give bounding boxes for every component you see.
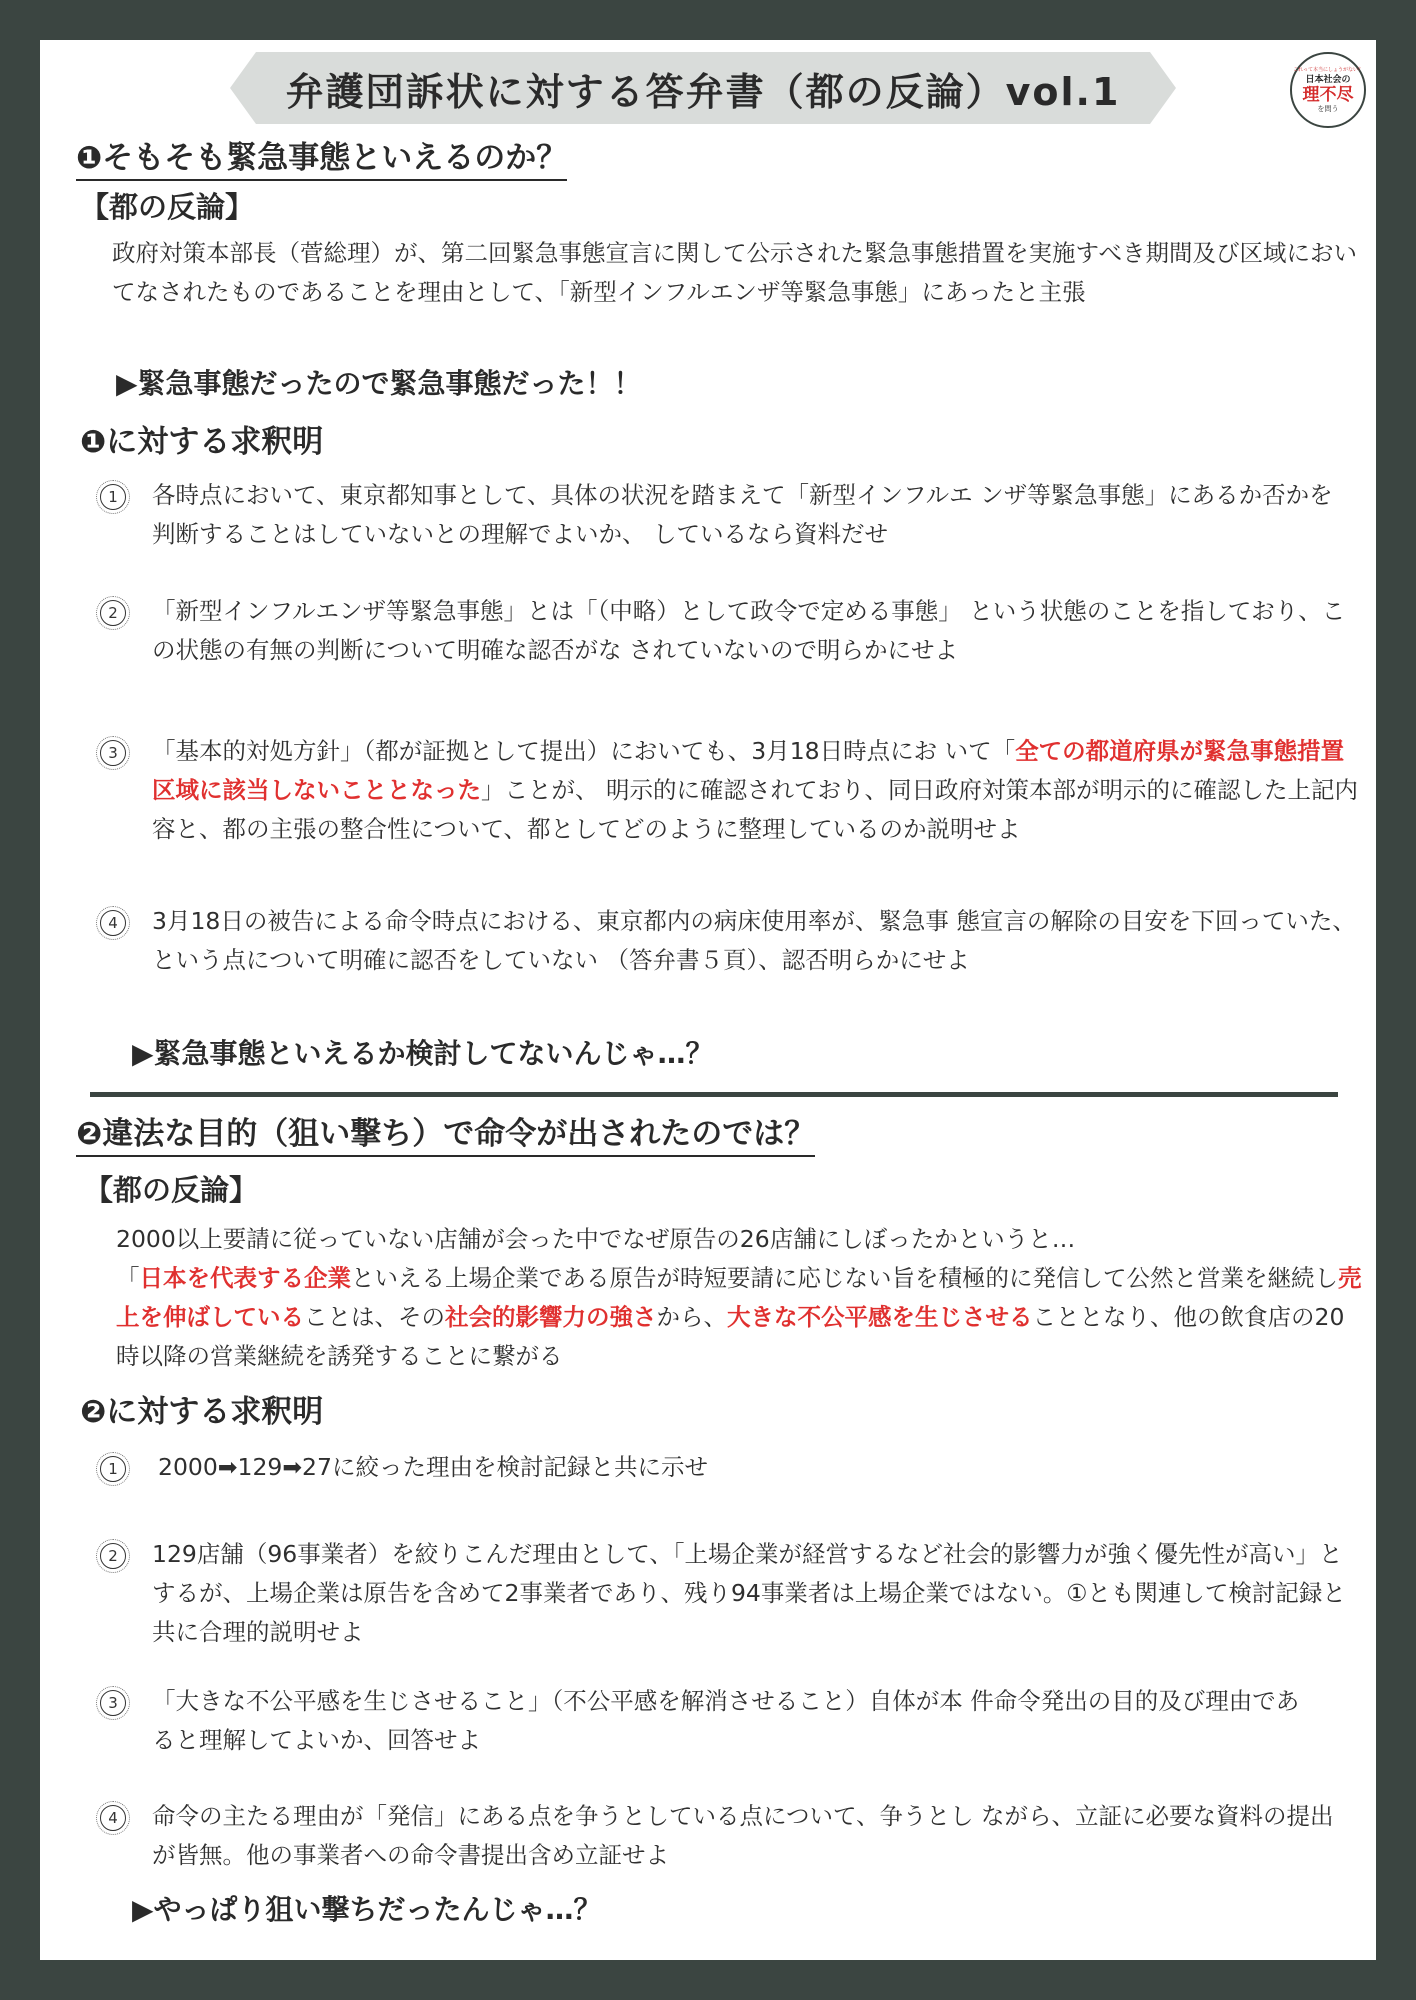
rebuttal-text-part: から、 <box>656 1303 727 1331</box>
page-title: 弁護団訴状に対する答弁書（都の反論）vol.1 <box>285 69 1121 114</box>
highlight-text: 日本を代表する企業 <box>139 1264 351 1292</box>
section2-rebuttal-label: 【都の反論】 <box>84 1173 259 1207</box>
section2-item-1: 2000➡129➡27に絞った理由を検討記録と共に示せ <box>158 1453 708 1481</box>
section2-item-4: 命令の主たる理由が「発信」にある点を争うとしている点について、争うとし ながら、立証に必要な資料の提出が皆無。他の事業者への命令書提出含め立証せよ <box>152 1802 1334 1869</box>
section1-item-1: 各時点において、東京都知事として、具体の状況を踏まえて「新型インフルエ ンザ等緊急事態」にあるか否かを判断することはしていないとの理解でよいか、 しているなら資料だせ <box>152 481 1333 548</box>
item-3-text-pre: 「基本的対処方針」（都が証拠として提出）においても、3月18日時点にお いて「 <box>152 737 1016 765</box>
section1-demand-heading: ❶に対する求釈明 <box>80 424 324 460</box>
section2-rebuttal-text <box>116 1259 1366 1376</box>
item-3-highlight: 全ての都道府県が緊急事態措置区域に該当しないこととなった <box>152 737 1345 804</box>
section2-demand-heading: ❷に対する求釈明 <box>80 1394 324 1430</box>
highlight-text: 大きな不公平感を生じさせる <box>727 1303 1033 1331</box>
item-number-badge: 2 <box>100 1543 126 1569</box>
rebuttal-text-part: こととなり、他の飲食店の20時以降の営業継続を誘発することに繋がる <box>116 1303 1345 1370</box>
section1-item-4: 3月18日の被告による命令時点における、東京都内の病床使用率が、緊急事 態宣言の解除の目安を下回っていた、という点について明確に認否をしていない （答弁書５頁）、認否明らかにせよ <box>152 907 1356 974</box>
section2-heading: ❷違法な目的（狙い撃ち）で命令が出されたのでは？ <box>76 1108 815 1157</box>
section-divider <box>90 1092 1338 1097</box>
logo-mid-text: 日本社会の <box>1305 75 1351 85</box>
section2-callout2: ▶やっぱり狙い撃ちだったんじゃ…？ <box>132 1893 602 1926</box>
item-number-badge: 2 <box>100 600 126 626</box>
section1-rebuttal-text: 政府対策本部長（菅総理）が、第二回緊急事態宣言に関して公示された緊急事態措置を実施すべき期間及び区域においてなされたものであることを理由として、「新型インフルエンザ等緊急事態」にあったと主張 <box>112 239 1358 306</box>
rebuttal-text-part: 「 <box>116 1264 140 1292</box>
item-number-badge: 1 <box>100 1456 126 1482</box>
section1-rebuttal-label: 【都の反論】 <box>80 190 255 224</box>
logo-top-text: これって本当にしょうがない？ <box>1292 67 1363 73</box>
item-number-badge: 3 <box>100 740 126 766</box>
title-banner <box>230 52 1176 124</box>
highlight-text: 売上を伸ばしている <box>116 1264 1362 1331</box>
section1-item-3 <box>152 732 1362 849</box>
logo-badge <box>1290 52 1366 128</box>
highlight-text: 社会的影響力の強さ <box>445 1303 657 1331</box>
logo-main-text: 理不尽 <box>1302 85 1354 105</box>
section2-item-2: 129店舗（96事業者）を絞りこんだ理由として、「上場企業が経営するなど社会的影響力が強く優先性が高い」とするが、上場企業は原告を含めて2事業者であり、残り94事業者は上場企業ではない。①とも関連して検討記録と共に合理的説明せよ <box>152 1540 1346 1646</box>
section1-heading: ❶そもそも緊急事態といえるのか？ <box>76 132 567 181</box>
item-number-badge: 4 <box>100 910 126 936</box>
section1-item-2: 「新型インフルエンザ等緊急事態」とは「（中略）として政令で定める事態」 という状態のことを指しており、この状態の有無の判断について明確な認否がな されていないので明らかにせよ <box>152 597 1346 664</box>
item-3-text-post: 」ことが、 明示的に確認されており、同日政府対策本部が明示的に確認した上記内容と、都の主張の整合性について、都としてどのように整理しているのか説明せよ <box>152 776 1358 843</box>
item-number-badge: 1 <box>100 484 126 510</box>
item-number-badge: 4 <box>100 1805 126 1831</box>
section1-callout2: ▶緊急事態といえるか検討してないんじゃ…？ <box>132 1037 714 1070</box>
section2-rebuttal-line1: 2000以上要請に従っていない店舗が会った中でなぜ原告の26店舗にしぼったかというと… <box>116 1225 1076 1253</box>
rebuttal-text-part: ことは、その <box>304 1303 445 1331</box>
rebuttal-text-part: といえる上場企業である原告が時短要請に応じない旨を積極的に発信して公然と営業を継続し <box>351 1264 1338 1292</box>
section1-callout: ▶緊急事態だったので緊急事態だった！！ <box>116 367 642 400</box>
document-page <box>40 40 1376 1960</box>
item-number-badge: 3 <box>100 1690 126 1716</box>
section2-item-3: 「大きな不公平感を生じさせること」（不公平感を解消させること）自体が本 件命令発出の目的及び理由であると理解してよいか、回答せよ <box>152 1687 1300 1754</box>
logo-bottom-text: を問う <box>1317 105 1339 113</box>
